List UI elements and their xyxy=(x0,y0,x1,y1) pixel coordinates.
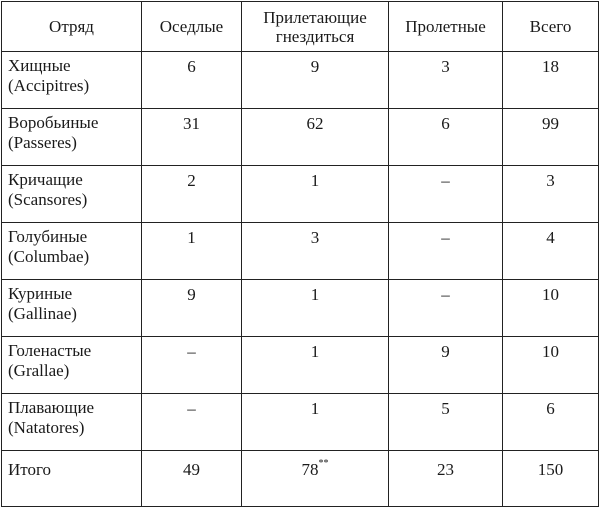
header-transit: Пролетные xyxy=(389,2,503,52)
total-cell: 10 xyxy=(503,280,599,337)
sedentary-cell: 2 xyxy=(142,166,242,223)
nesting-cell: 3 xyxy=(242,223,389,280)
sedentary-cell: 31 xyxy=(142,109,242,166)
header-order: Отряд xyxy=(2,2,142,52)
order-latin: (Columbae) xyxy=(8,247,90,266)
total-row xyxy=(2,451,599,507)
order-name: Голубиные xyxy=(8,227,88,246)
total-all: 150 xyxy=(503,451,599,507)
transit-cell: 9 xyxy=(389,337,503,394)
nesting-cell: 9 xyxy=(242,52,389,109)
sedentary-cell: – xyxy=(142,394,242,451)
total-cell: 10 xyxy=(503,337,599,394)
sedentary-cell: 1 xyxy=(142,223,242,280)
order-latin: (Natatores) xyxy=(8,418,85,437)
total-cell: 99 xyxy=(503,109,599,166)
header-total: Всего xyxy=(503,2,599,52)
order-name: Кричащие xyxy=(8,170,83,189)
nesting-cell: 1 xyxy=(242,394,389,451)
total-label: Итого xyxy=(2,451,142,507)
total-nesting xyxy=(242,451,389,507)
table-row xyxy=(2,337,599,394)
total-cell: 4 xyxy=(503,223,599,280)
order-name: Воробьиные xyxy=(8,113,99,132)
total-nesting-value: 78 xyxy=(301,460,319,479)
order-cell xyxy=(2,394,142,451)
order-cell xyxy=(2,109,142,166)
table-row xyxy=(2,280,599,337)
order-cell xyxy=(2,166,142,223)
order-cell xyxy=(2,52,142,109)
order-cell xyxy=(2,280,142,337)
order-latin: (Passeres) xyxy=(8,133,77,152)
transit-cell: – xyxy=(389,166,503,223)
order-cell xyxy=(2,337,142,394)
bird-orders-table xyxy=(1,1,599,507)
order-name: Плавающие xyxy=(8,398,95,417)
total-cell: 3 xyxy=(503,166,599,223)
transit-cell: 3 xyxy=(389,52,503,109)
sedentary-cell: 9 xyxy=(142,280,242,337)
order-latin: (Scansores) xyxy=(8,190,88,209)
sedentary-cell: – xyxy=(142,337,242,394)
transit-cell: – xyxy=(389,280,503,337)
order-name: Хищные xyxy=(8,56,71,75)
order-latin: (Accipitres) xyxy=(8,76,90,95)
nesting-cell: 1 xyxy=(242,166,389,223)
total-cell: 18 xyxy=(503,52,599,109)
nesting-cell: 62 xyxy=(242,109,389,166)
header-sedentary: Оседлые xyxy=(142,2,242,52)
nesting-cell: 1 xyxy=(242,280,389,337)
transit-cell: – xyxy=(389,223,503,280)
order-cell xyxy=(2,223,142,280)
sedentary-cell: 6 xyxy=(142,52,242,109)
table-row xyxy=(2,394,599,451)
table-row xyxy=(2,166,599,223)
total-transit: 23 xyxy=(389,451,503,507)
total-cell: 6 xyxy=(503,394,599,451)
order-name: Куриные xyxy=(8,284,73,303)
transit-cell: 6 xyxy=(389,109,503,166)
total-sedentary: 49 xyxy=(142,451,242,507)
header-nesting: Прилетающие гнездиться xyxy=(242,2,389,52)
transit-cell: 5 xyxy=(389,394,503,451)
table-row xyxy=(2,109,599,166)
footnote-mark: ** xyxy=(318,458,329,470)
table-row xyxy=(2,223,599,280)
order-latin: (Grallae) xyxy=(8,361,70,380)
order-latin: (Gallinae) xyxy=(8,304,77,323)
table-row xyxy=(2,52,599,109)
table-header-row xyxy=(2,2,599,52)
order-name: Голенастые xyxy=(8,341,92,360)
nesting-cell: 1 xyxy=(242,337,389,394)
